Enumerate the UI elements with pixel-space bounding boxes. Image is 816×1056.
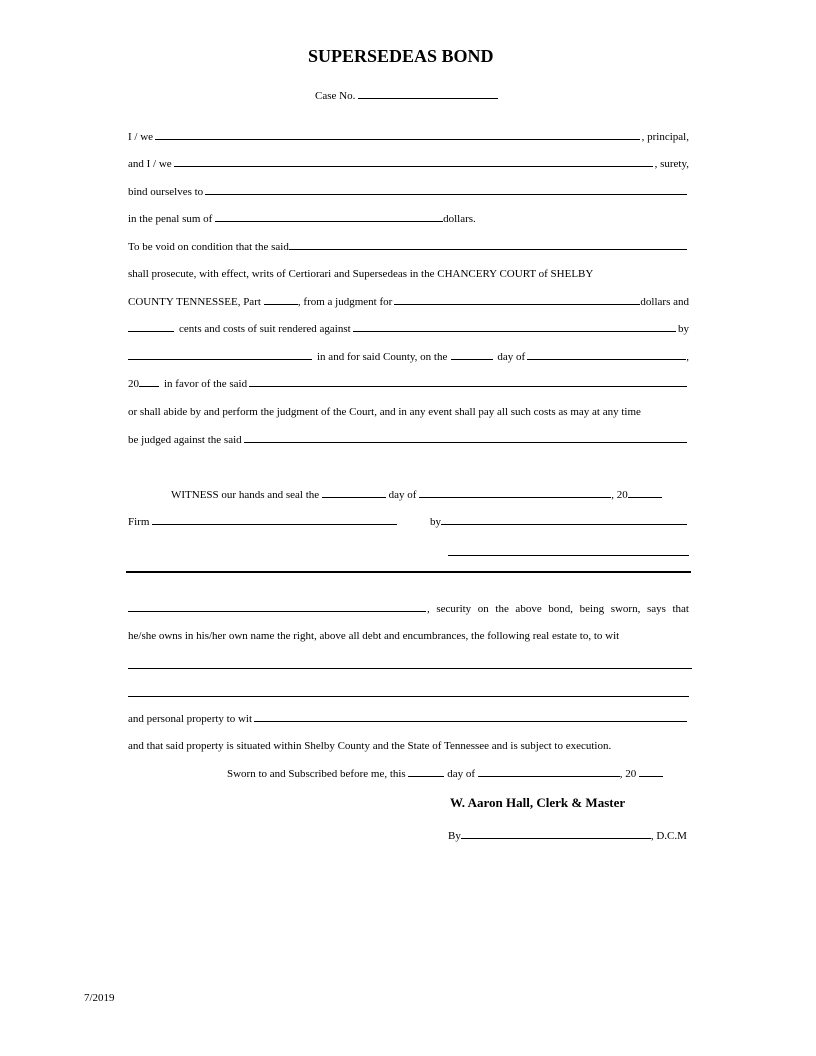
judgment-line [128,295,689,309]
favor-label: in favor of the said [164,378,248,390]
condition-party-field[interactable] [289,240,687,250]
signature-line[interactable] [448,555,689,556]
dollars-and-label: dollars and [640,296,689,308]
surety-suffix: , surety, [654,158,689,170]
principal-line [128,130,689,144]
penal-sum-label: in the penal sum of [128,213,213,225]
penal-sum-suffix: dollars. [443,213,476,225]
judged-label: be judged against the said [128,434,242,446]
dcm-line [448,829,687,843]
principal-suffix: , principal, [641,131,689,143]
firm-by-label: by [430,516,441,528]
real-estate-field-2[interactable] [128,696,689,697]
firm-line [128,515,397,529]
penal-sum-field[interactable] [215,212,443,222]
witness-line [171,488,662,502]
against-field[interactable] [353,322,676,332]
security-line [128,602,689,616]
sworn-day-field[interactable] [408,767,444,777]
surety-line [128,157,689,171]
personal-property-field[interactable] [254,712,687,722]
witness-day-field[interactable] [322,488,386,498]
judged-line [128,433,689,447]
obligee-line [128,185,689,199]
footer-date: 7/2019 [84,992,115,1004]
sworn-day-of-label: day of [447,768,476,780]
firm-by-line [430,515,687,529]
firm-label: Firm [128,516,150,528]
condition-label: To be void on condition that the said [128,241,289,253]
obligee-label: bind ourselves to [128,186,204,198]
dcm-by-label: By [448,830,461,842]
county-part-label: COUNTY TENNESSEE, Part [128,296,261,308]
county-on-label: in and for said County, on the [317,351,448,363]
real-estate-text: he/she owns in his/her own name the right, above all debt and encumbrances, the following real estate to, to wit [128,630,620,642]
dcm-signature-field[interactable] [461,829,651,839]
part-field[interactable] [264,295,298,305]
surety-label: and I / we [128,158,172,170]
property-situated-text: and that said property is situated within Shelby County and the State of Tennessee and is subject to execution. [128,740,612,752]
year-field[interactable] [139,377,159,387]
day-field[interactable] [451,350,493,360]
judgment-for-label: , from a judgment for [297,296,393,308]
case-number-field[interactable] [358,89,498,99]
personal-property-line [128,712,689,726]
principal-label: I / we [128,131,154,143]
favor-field[interactable] [249,377,687,387]
case-number-label: Case No. [315,90,356,102]
month-field[interactable] [527,350,686,360]
condition-line [128,240,689,254]
sworn-label: Sworn to and Subscribed before me, this [227,768,406,780]
judgment-amount-field[interactable] [394,295,640,305]
witness-day-of-label: day of [388,489,417,501]
personal-property-label: and personal property to wit [128,713,253,725]
witness-year-field[interactable] [628,488,662,498]
surety-field[interactable] [174,157,653,167]
witness-label: WITNESS our hands and seal the [171,489,320,501]
judged-field[interactable] [244,433,687,443]
security-text: , security on the above bond, being sworn, says that [427,603,689,615]
abide-text: or shall abide by and perform the judgment of the Court, and in any event shall pay all such costs as may at any time [128,406,641,418]
sworn-line [227,767,663,781]
obligee-field[interactable] [205,185,687,195]
witness-year-label: , 20 [611,489,628,501]
cents-label: cents and costs of suit rendered against [179,323,351,335]
prosecute-text: shall prosecute, with effect, writs of Certiorari and Supersedeas in the CHANCERY COURT of SHELBY [128,268,594,280]
witness-month-field[interactable] [419,488,611,498]
dcm-label: , D.C.M [650,830,687,842]
principal-field[interactable] [155,130,640,140]
case-number-line [315,89,498,103]
clerk-name: W. Aaron Hall, Clerk & Master [450,795,626,810]
section-divider [126,571,691,573]
favor-line [128,377,689,391]
sworn-year-label: , 20 [619,768,637,780]
day-of-label: day of [497,351,526,363]
sworn-month-field[interactable] [478,767,620,777]
by-label: by [678,323,689,335]
comma: , [686,351,689,363]
cents-line [128,322,689,336]
security-name-field[interactable] [128,602,426,612]
court-field[interactable] [128,350,312,360]
firm-field[interactable] [152,515,397,525]
real-estate-field-1[interactable] [128,668,692,669]
sworn-year-field[interactable] [639,767,663,777]
year-prefix: 20 [128,378,139,390]
form-title: SUPERSEDEAS BOND [308,46,494,66]
firm-by-field[interactable] [441,515,687,525]
cents-field[interactable] [128,322,174,332]
county-date-line [128,350,689,364]
penal-sum-line [128,212,476,226]
